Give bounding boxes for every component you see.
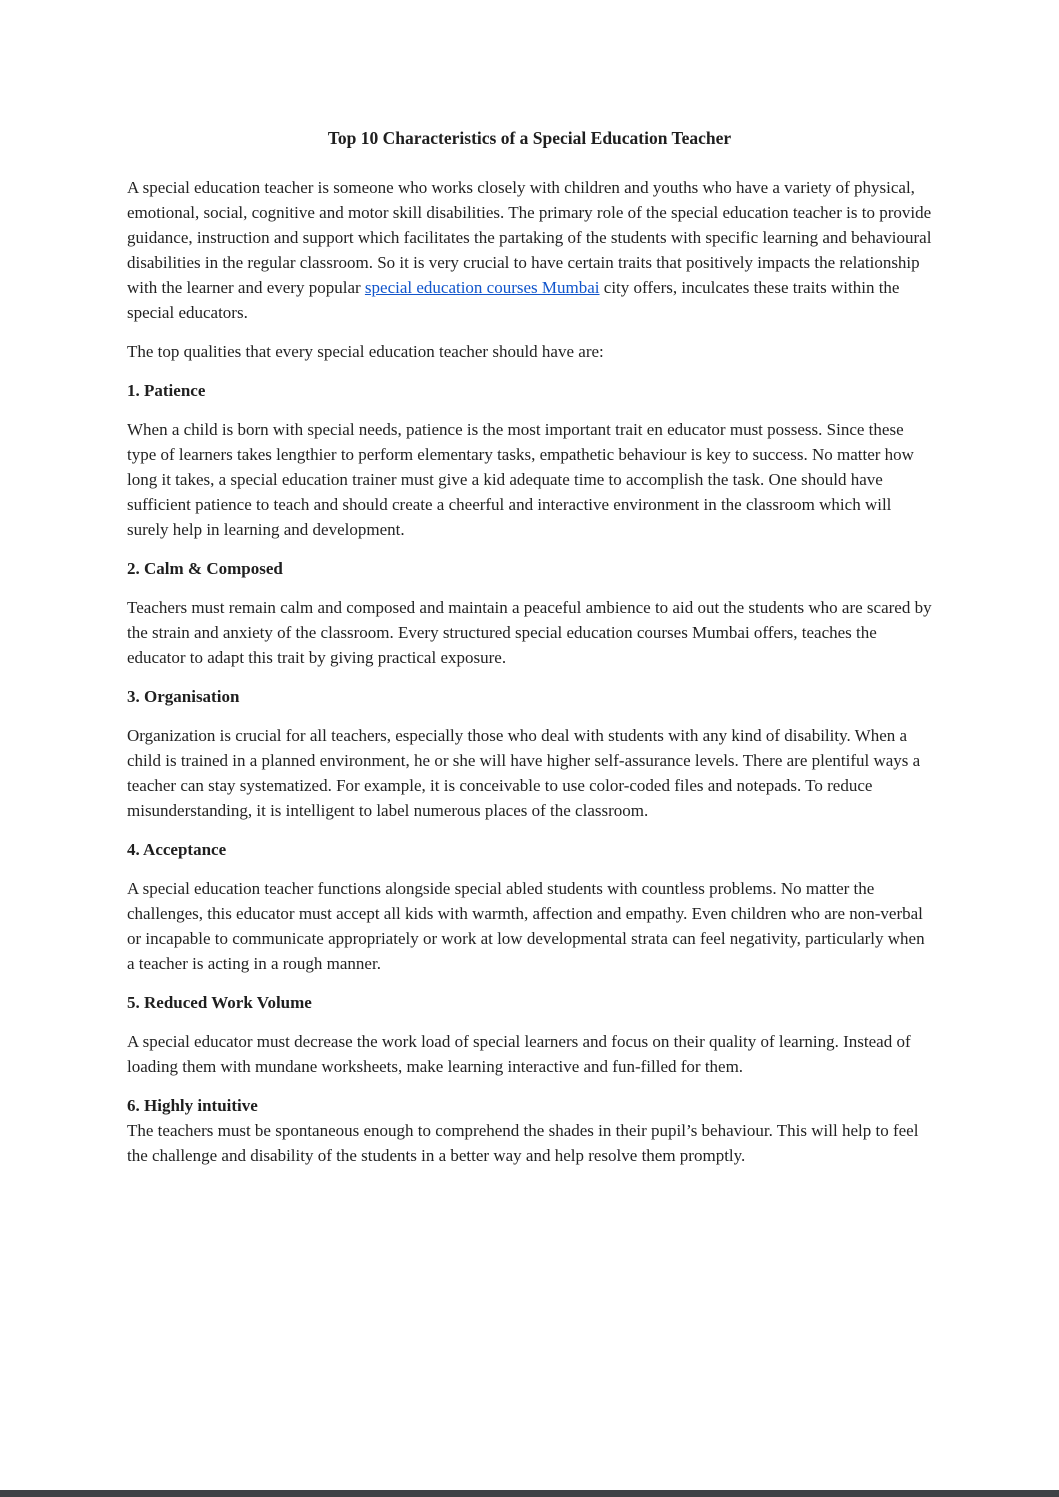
special-education-courses-mumbai-link[interactable]: special education courses Mumbai [364, 278, 600, 297]
document-title: Top 10 Characteristics of a Special Education Teacher [327, 128, 732, 148]
section-heading-reduced-work-volume: 5. Reduced Work Volume [127, 993, 312, 1012]
section-body-highly-intuitive: The teachers must be spontaneous enough to comprehend the shades in their pupil’s behaviour. This will help to feel the challenge and disability of the students in a better way and help resolve them promptly. [127, 1121, 919, 1165]
section-heading-acceptance: 4. Acceptance [127, 840, 227, 859]
intro-text-after-link: city offers, inculcates these traits within the special educators. [127, 278, 900, 322]
section-heading-calm-composed: 2. Calm & Composed [127, 559, 283, 578]
section-body-patience: When a child is born with special needs, patience is the most important trait en educator must possess. Since these type of learners takes lengthier to perform elementary tasks, empathetic behaviour is key to success. No matter how long it takes, a special education trainer must give a kid adequate time to accomplish the task. One should have sufficient patience to teach and should create a cheerful and interactive environment in the classroom which will surely help in learning and development. [127, 420, 914, 539]
section-body-reduced-work-volume: A special educator must decrease the work load of special learners and focus on their quality of learning. Instead of loading them with mundane worksheets, make learning interactive and fun-filled for them. [127, 1032, 911, 1076]
section-heading-highly-intuitive: 6. Highly intuitive [127, 1096, 258, 1115]
lead-paragraph: The top qualities that every special education teacher should have are: [127, 342, 604, 361]
section-heading-patience: 1. Patience [127, 381, 206, 400]
next-page-edge [0, 1490, 1059, 1497]
section-body-calm-composed: Teachers must remain calm and composed and maintain a peaceful ambience to aid out the students who are scared by the strain and anxiety of the classroom. Every structured special education courses Mumbai offers, teaches the educator to adapt this trait by giving practical exposure. [127, 598, 932, 667]
section-heading-organisation: 3. Organisation [127, 687, 240, 706]
intro-text-before-link: A special education teacher is someone who works closely with children and youths who have a variety of physical, emotional, social, cognitive and motor skill disabilities. The primary role of the special education teacher is to provide guidance, instruction and support which facilitates the partaking of the students with specific learning and behavioural disabilities in the regular classroom. So it is very crucial to have certain traits that positively impacts the relationship with the learner and every popular [127, 178, 932, 297]
intro-paragraph [127, 175, 932, 325]
section-body-acceptance: A special education teacher functions alongside special abled students with countless problems. No matter the challenges, this educator must accept all kids with warmth, affection and empathy. Even children who are non-verbal or incapable to communicate appropriately or work at low developmental strata can feel negativity, particularly when a teacher is acting in a rough manner. [127, 879, 925, 973]
section-body-organisation: Organization is crucial for all teachers, especially those who deal with students with any kind of disability. When a child is trained in a planned environment, he or she will have higher self-assurance levels. There are plentiful ways a teacher can stay systematized. For example, it is conceivable to use color-coded files and notepads. To reduce misunderstanding, it is intelligent to label numerous places of the classroom. [127, 726, 921, 820]
